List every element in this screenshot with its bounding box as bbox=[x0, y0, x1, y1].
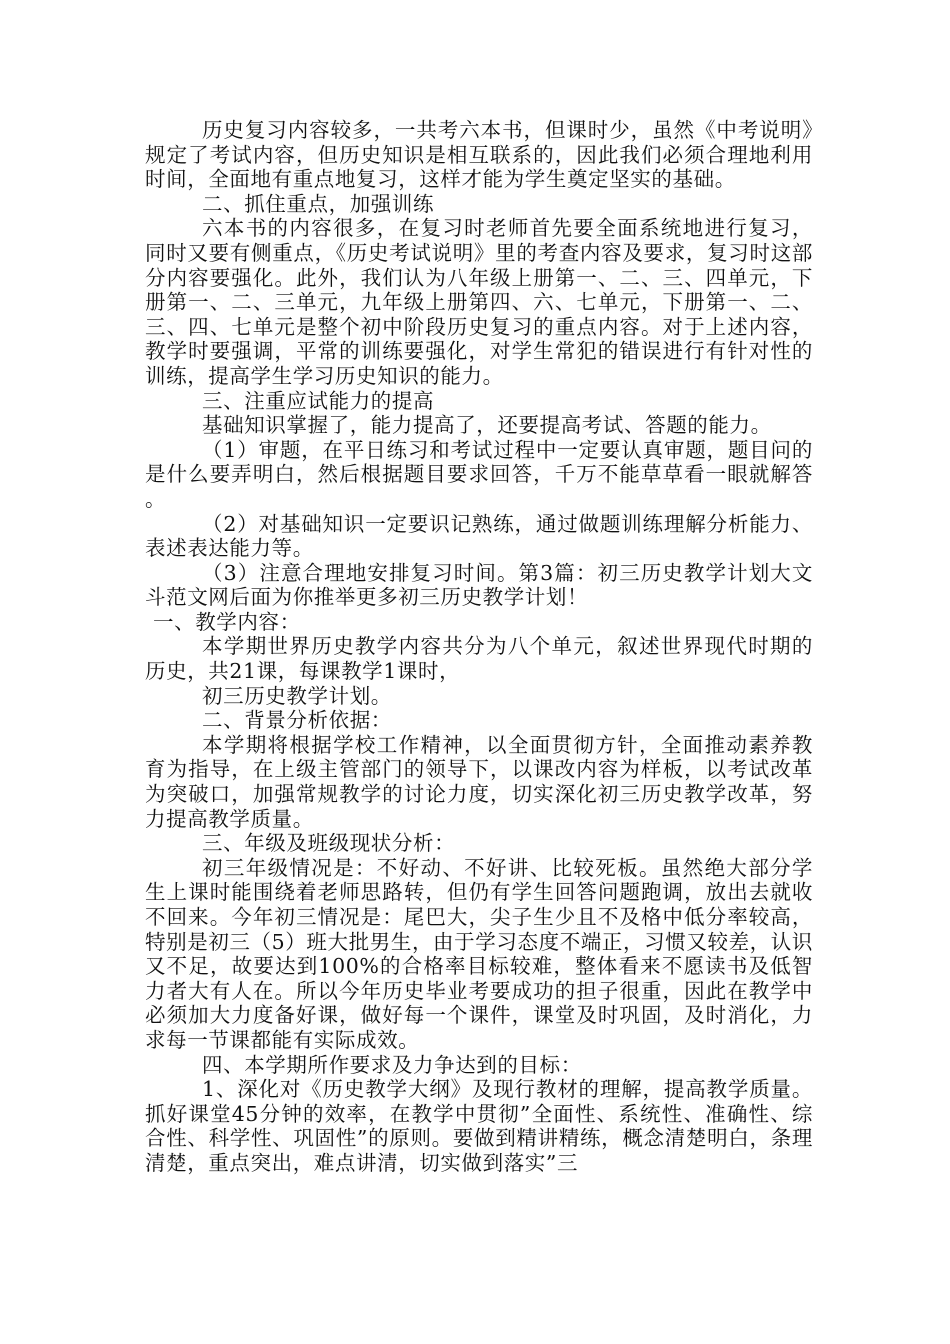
heading-goals: 四、本学期所作要求及力争达到的目标： bbox=[202, 1052, 582, 1077]
paragraph-item-2: （2）对基础知识一定要识记熟练，通过做题训练理解分析能力、表述表达能力等。 bbox=[145, 511, 813, 561]
heading-teaching-content: 一、教学内容： bbox=[153, 609, 301, 634]
paragraph-plan-title: 初三历史教学计划。 bbox=[202, 683, 392, 708]
paragraph-item-1: （1）审题，在平日练习和考试过程中一定要认真审题，题目问的是什么要弄明白，然后根据题目要求回答，千万不能草草看一眼就解答。 bbox=[145, 437, 813, 511]
paragraph-review-content: 历史复习内容较多，一共考六本书，但课时少，虽然《中考说明》规定了考试内容，但历史知识是相互联系的，因此我们必须合理地利用时间，全面地有重点地复习，这样才能为学生奠定坚实的基础。 bbox=[145, 118, 813, 192]
heading-exam-ability: 三、注重应试能力的提高 bbox=[202, 388, 435, 413]
paragraph-six-books: 六本书的内容很多，在复习时老师首先要全面系统地进行复习，同时又要有侧重点，《历史考试说明》里的考查内容及要求，复习时这部分内容要强化。此外，我们认为八年级上册第一、二、三、四单元，下册第一、二、三单元，九年级上册第四、六、七单元，下册第一、二、三、四、七单元是整个初中阶段历史复习的重点内容。对于上述内容，教学时要强调，平常的训练要强化，对学生常犯的错误进行有针对性的训练，提高学生学习历史知识的能力。 bbox=[145, 216, 813, 388]
paragraph-background: 本学期将根据学校工作精神，以全面贯彻方针，全面推动素养教育为指导，在上级主管部门的领导下，以课改内容为样板，以考试改革为突破口，加强常规教学的讨论力度，切实深化初三历史教学改革，努力提高教学质量。 bbox=[145, 732, 813, 831]
paragraph-grade-analysis: 初三年级情况是：不好动、不好讲、比较死板。虽然绝大部分学生上课时能围绕着老师思路转，但仍有学生回答问题跑调，放出去就收不回来。今年初三情况是：尾巴大，尖子生少且不及格中低分率较高，特别是初三（5）班大批男生，由于学习态度不端正，习惯又较差，认识又不足，故要达到100%的合格率目标较难，整体看来不愿读书及低智力者大有人在。所以今年历史毕业考要成功的担子很重，因此在教学中必须加大力度备好课，做好每一个课件，课堂及时巩固，及时消化，力求每一节课都能有实际成效。 bbox=[145, 855, 813, 1052]
heading-focus-training: 二、抓住重点，加强训练 bbox=[202, 191, 435, 216]
paragraph-basic-knowledge: 基础知识掌握了，能力提高了，还要提高考试、答题的能力。 bbox=[202, 413, 772, 438]
paragraph-goal-1: 1、深化对《历史教学大纲》及现行教材的理解，提高教学质量。抓好课堂45分钟的效率，在教学中贯彻”全面性、系统性、准确性、综合性、科学性、巩固性”的原则。要做到精讲精练，概念清楚明白，条理清楚，重点突出，难点讲清，切实做到落实”三 bbox=[145, 1077, 813, 1175]
heading-background: 二、背景分析依据： bbox=[202, 708, 392, 733]
heading-grade-analysis: 三、年级及班级现状分析： bbox=[202, 831, 456, 856]
paragraph-item-3: （3）注意合理地安排复习时间。第3篇：初三历史教学计划大文斗范文网后面为你推举更多初三历史教学计划！ bbox=[145, 560, 813, 610]
document-body bbox=[145, 118, 813, 1176]
paragraph-world-history: 本学期世界历史教学内容共分为八个单元，叙述世界现代时期的历史，共21课，每课教学1课时， bbox=[145, 634, 813, 684]
